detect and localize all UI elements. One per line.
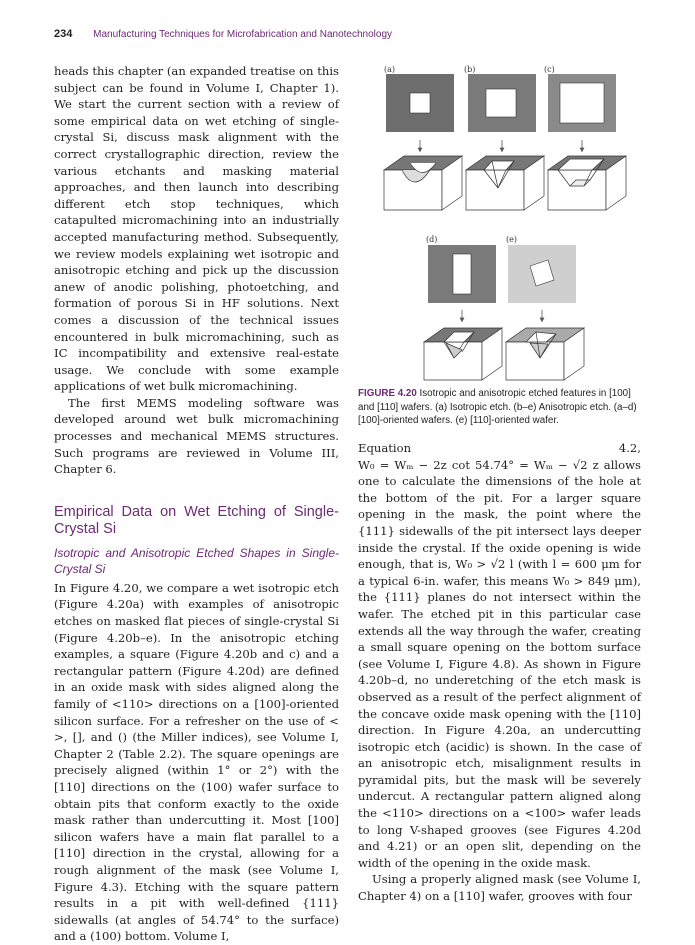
paragraph: heads this chapter (an expanded treatise on this subject can be found in Volume I, Chapter 1). We start the current section with a review of some empirical data on wet etching of single-crystal Si, discuss mask alignment with the correct crystallographic direction, review the various etchants and masking material approaches, and then launch into describing different etch stop techniques, which catapulted micromachining into an industrially accepted manufacturing method. Subsequently, we review models explaining wet isotropic and anisotropic etching and pick up the discussion anew of anodic polishing, photoetching, and formation of porous Si in HF solutions. Next comes a discussion of the technical issues encountered in bulk micromachining, such as IC incompatibility and extensive real-estate usage. We conclude with some example applications of wet bulk micromachining.	[54, 64, 339, 394]
panel-label-d: (d)	[426, 235, 438, 244]
subsection-heading: Isotropic and Anisotropic Etched Shapes in Single-Crystal Si	[54, 545, 339, 576]
figure-caption	[358, 387, 643, 428]
running-title: Manufacturing Techniques for Microfabrication and Nanotechnology	[93, 29, 393, 40]
equation-4-2: W₀ = Wₘ − 2z cot 54.74° = Wₘ − √2 z	[358, 457, 599, 472]
mask-b	[468, 74, 536, 132]
panel-label-c: (c)	[544, 65, 555, 74]
mask-d	[428, 245, 496, 303]
caption-text: Isotropic and anisotropic etched features in [100] and [110] wafers. (a) Isotropic etch. (b–e) Anisotropic etch. (a–d) [100]-oriented wafers. (e) [110]-oriented wafer.	[358, 388, 637, 426]
paragraph-body: allows one to calculate the dimensions of the hole at the bottom of the pit. For a larger square opening in the mask, the point where the {111} sidewalls of the pit intersect lays deeper inside the crystal. If the oxide opening is wide enough, that is, W₀ > √2 l (with l = 600 μm for a typical 6-in. wafer, this means W₀ > 849 μm), the {111} planes do not intersect within the wafer. The etched pit in this particular case extends all the way through the wafer, creating a small square opening on the bottom surface (see Volume I, Figure 4.8). As shown in Figure 4.20b–d, no underetching of the etch mask is observed as a result of the perfect alignment of the concave oxide mask opening with the [110] direction. In Figure 4.20a, an undercutting isotropic etch (acidic) is shown. In the case of an anisotropic etch, misalignment results in pyramidal pits, but the mask will be severely undercut. A rectangular pattern aligned along the <110> directions on a <100> wafer leads to long V-shaped grooves (see Figures 4.20d and 4.21) or an open slit, depending on the width of the opening in the oxide mask.	[358, 457, 641, 870]
page-number: 234	[54, 28, 73, 40]
block-d-vgroove	[424, 328, 502, 380]
block-c-truncated	[548, 156, 626, 210]
right-column	[358, 440, 641, 905]
paragraph	[358, 440, 641, 871]
panel-label-b: (b)	[464, 65, 476, 74]
eq-prefix: Equation 4.2,	[358, 441, 641, 455]
paragraph: In Figure 4.20, we compare a wet isotropic etch (Figure 4.20a) with examples of anisotropic etches on masked flat pieces of single-crystal Si (Figure 4.20b–e). In the anisotropic etching examples, a square (Figure 4.20b and c) and a rectangular pattern (Figure 4.20d) are defined in an oxide mask with sides aligned along the family of <110> directions on a [100]-oriented silicon surface. For a refresher on the use of < >, [], and () (the Miller indices), see Volume I, Chapter 2 (Table 2.2). The square openings are precisely aligned (within 1° or 2°) with the [110] directions on the (100) wafer surface to obtain pits that conform exactly to the oxide mask rather than undercutting it. Most [100] silicon wafers have a main flat parallel to a [110] direction in the crystal, allowing for a rough alignment of the mask (see Volume I, Figure 4.3). Etching with the square pattern results in a pit with well-defined {111} sidewalls (at angles of 54.74° to the surface) and a (100) bottom. Volume I,	[54, 580, 339, 944]
block-a-isotropic	[384, 156, 462, 210]
paragraph: The first MEMS modeling software was developed around wet bulk micromachining processes and mechanical MEMS structures. Such programs are reviewed in Volume III, Chapter 6.	[54, 395, 339, 477]
etch-diagram	[358, 62, 646, 382]
paragraph: Using a properly aligned mask (see Volume I, Chapter 4) on a [110] wafer, grooves with four	[358, 872, 641, 904]
block-b-pyramid	[466, 156, 544, 210]
running-header	[54, 28, 654, 44]
left-column	[54, 63, 339, 945]
figure-4-20	[358, 62, 646, 382]
mask-a	[386, 74, 454, 132]
section-heading: Empirical Data on Wet Etching of Single-Crystal Si	[54, 503, 339, 537]
caption-label: FIGURE 4.20	[358, 388, 417, 399]
block-e-110	[506, 328, 584, 380]
panel-label-e: (e)	[506, 235, 517, 244]
panel-label-a: (a)	[384, 65, 396, 74]
mask-c	[548, 74, 616, 132]
mask-e	[508, 245, 576, 303]
